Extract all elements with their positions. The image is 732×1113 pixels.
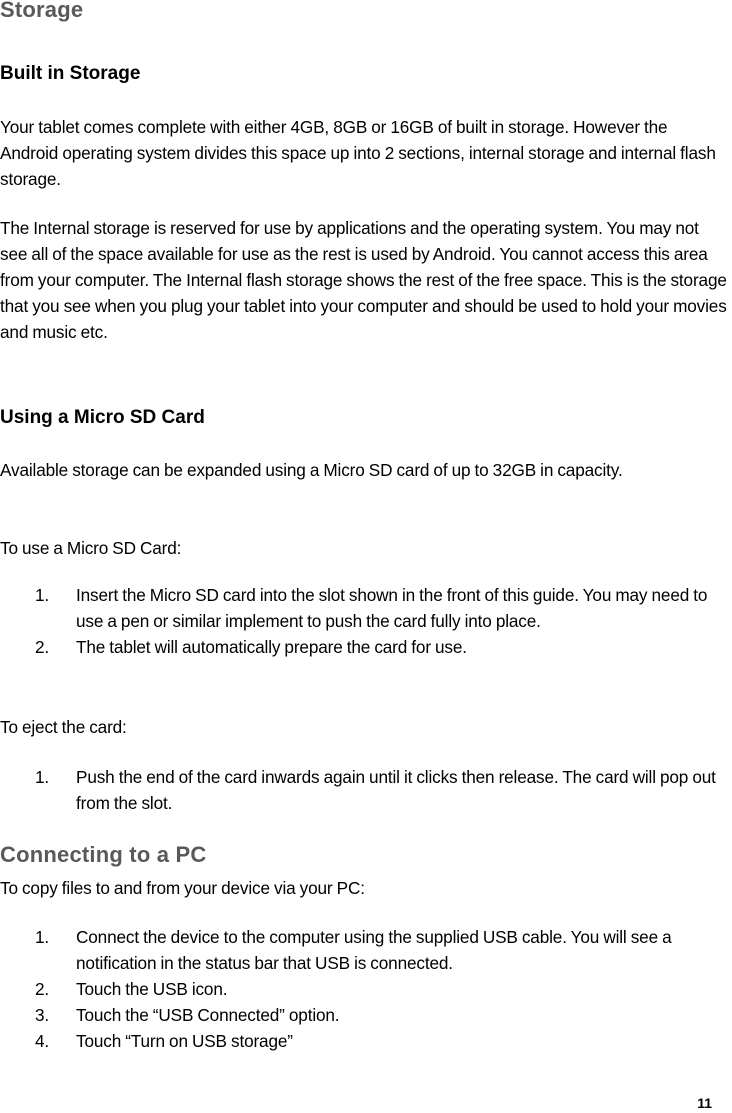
micro-sd-use-steps (0, 582, 728, 660)
micro-sd-paragraph: Available storage can be expanded using a Micro SD card of up to 32GB in capacity. (0, 460, 623, 480)
list-item-number: 1. (35, 585, 50, 605)
micro-sd-use-intro: To use a Micro SD Card: (0, 538, 182, 558)
built-in-storage-heading: Built in Storage (0, 63, 141, 84)
list-item-text: Connect the device to the computer using the supplied USB cable. You will see a notification in the status bar that USB is connected. (76, 927, 672, 973)
list-item (0, 1028, 728, 1054)
list-item-text: Touch the “USB Connected” option. (76, 1005, 340, 1025)
list-item-text: The tablet will automatically prepare the card for use. (76, 637, 467, 657)
eject-steps (0, 764, 728, 816)
list-item (0, 764, 728, 816)
list-item (0, 582, 728, 634)
built-in-storage-paragraph-1: Your tablet comes complete with either 4GB, 8GB or 16GB of built in storage. However the Android operating system divides this space up into 2 sections, internal storage and internal flash storage. (0, 117, 716, 189)
connecting-to-pc-intro: To copy files to and from your device via your PC: (0, 878, 365, 898)
list-item (0, 976, 728, 1002)
eject-intro: To eject the card: (0, 717, 127, 737)
list-item-number: 4. (35, 1031, 50, 1051)
page-title: Storage (0, 0, 84, 22)
connecting-to-pc-heading: Connecting to a PC (0, 842, 207, 867)
list-item (0, 1002, 728, 1028)
page-number: 11 (697, 1095, 712, 1111)
list-item-text: Insert the Micro SD card into the slot shown in the front of this guide. You may need to use a pen or similar implement to push the card fully into place. (76, 585, 708, 631)
list-item-number: 3. (35, 1005, 50, 1025)
list-item-text: Touch the USB icon. (76, 979, 228, 999)
list-item-number: 1. (35, 927, 50, 947)
list-item (0, 924, 728, 976)
list-item (0, 634, 728, 660)
built-in-storage-paragraph-2: The Internal storage is reserved for use by applications and the operating system. You may not see all of the space available for use as the rest is used by Android. You cannot access this area from your computer. The Internal flash storage shows the rest of the free space. This is the storage that you see when you plug your tablet into your computer and should be used to hold your movies and music etc. (0, 218, 727, 342)
connecting-to-pc-steps (0, 924, 728, 1054)
list-item-number: 2. (35, 637, 50, 657)
list-item-text: Touch “Turn on USB storage” (76, 1031, 293, 1051)
micro-sd-heading: Using a Micro SD Card (0, 407, 205, 428)
list-item-number: 2. (35, 979, 50, 999)
list-item-number: 1. (35, 767, 50, 787)
list-item-text: Push the end of the card inwards again until it clicks then release. The card will pop out from the slot. (76, 767, 716, 813)
